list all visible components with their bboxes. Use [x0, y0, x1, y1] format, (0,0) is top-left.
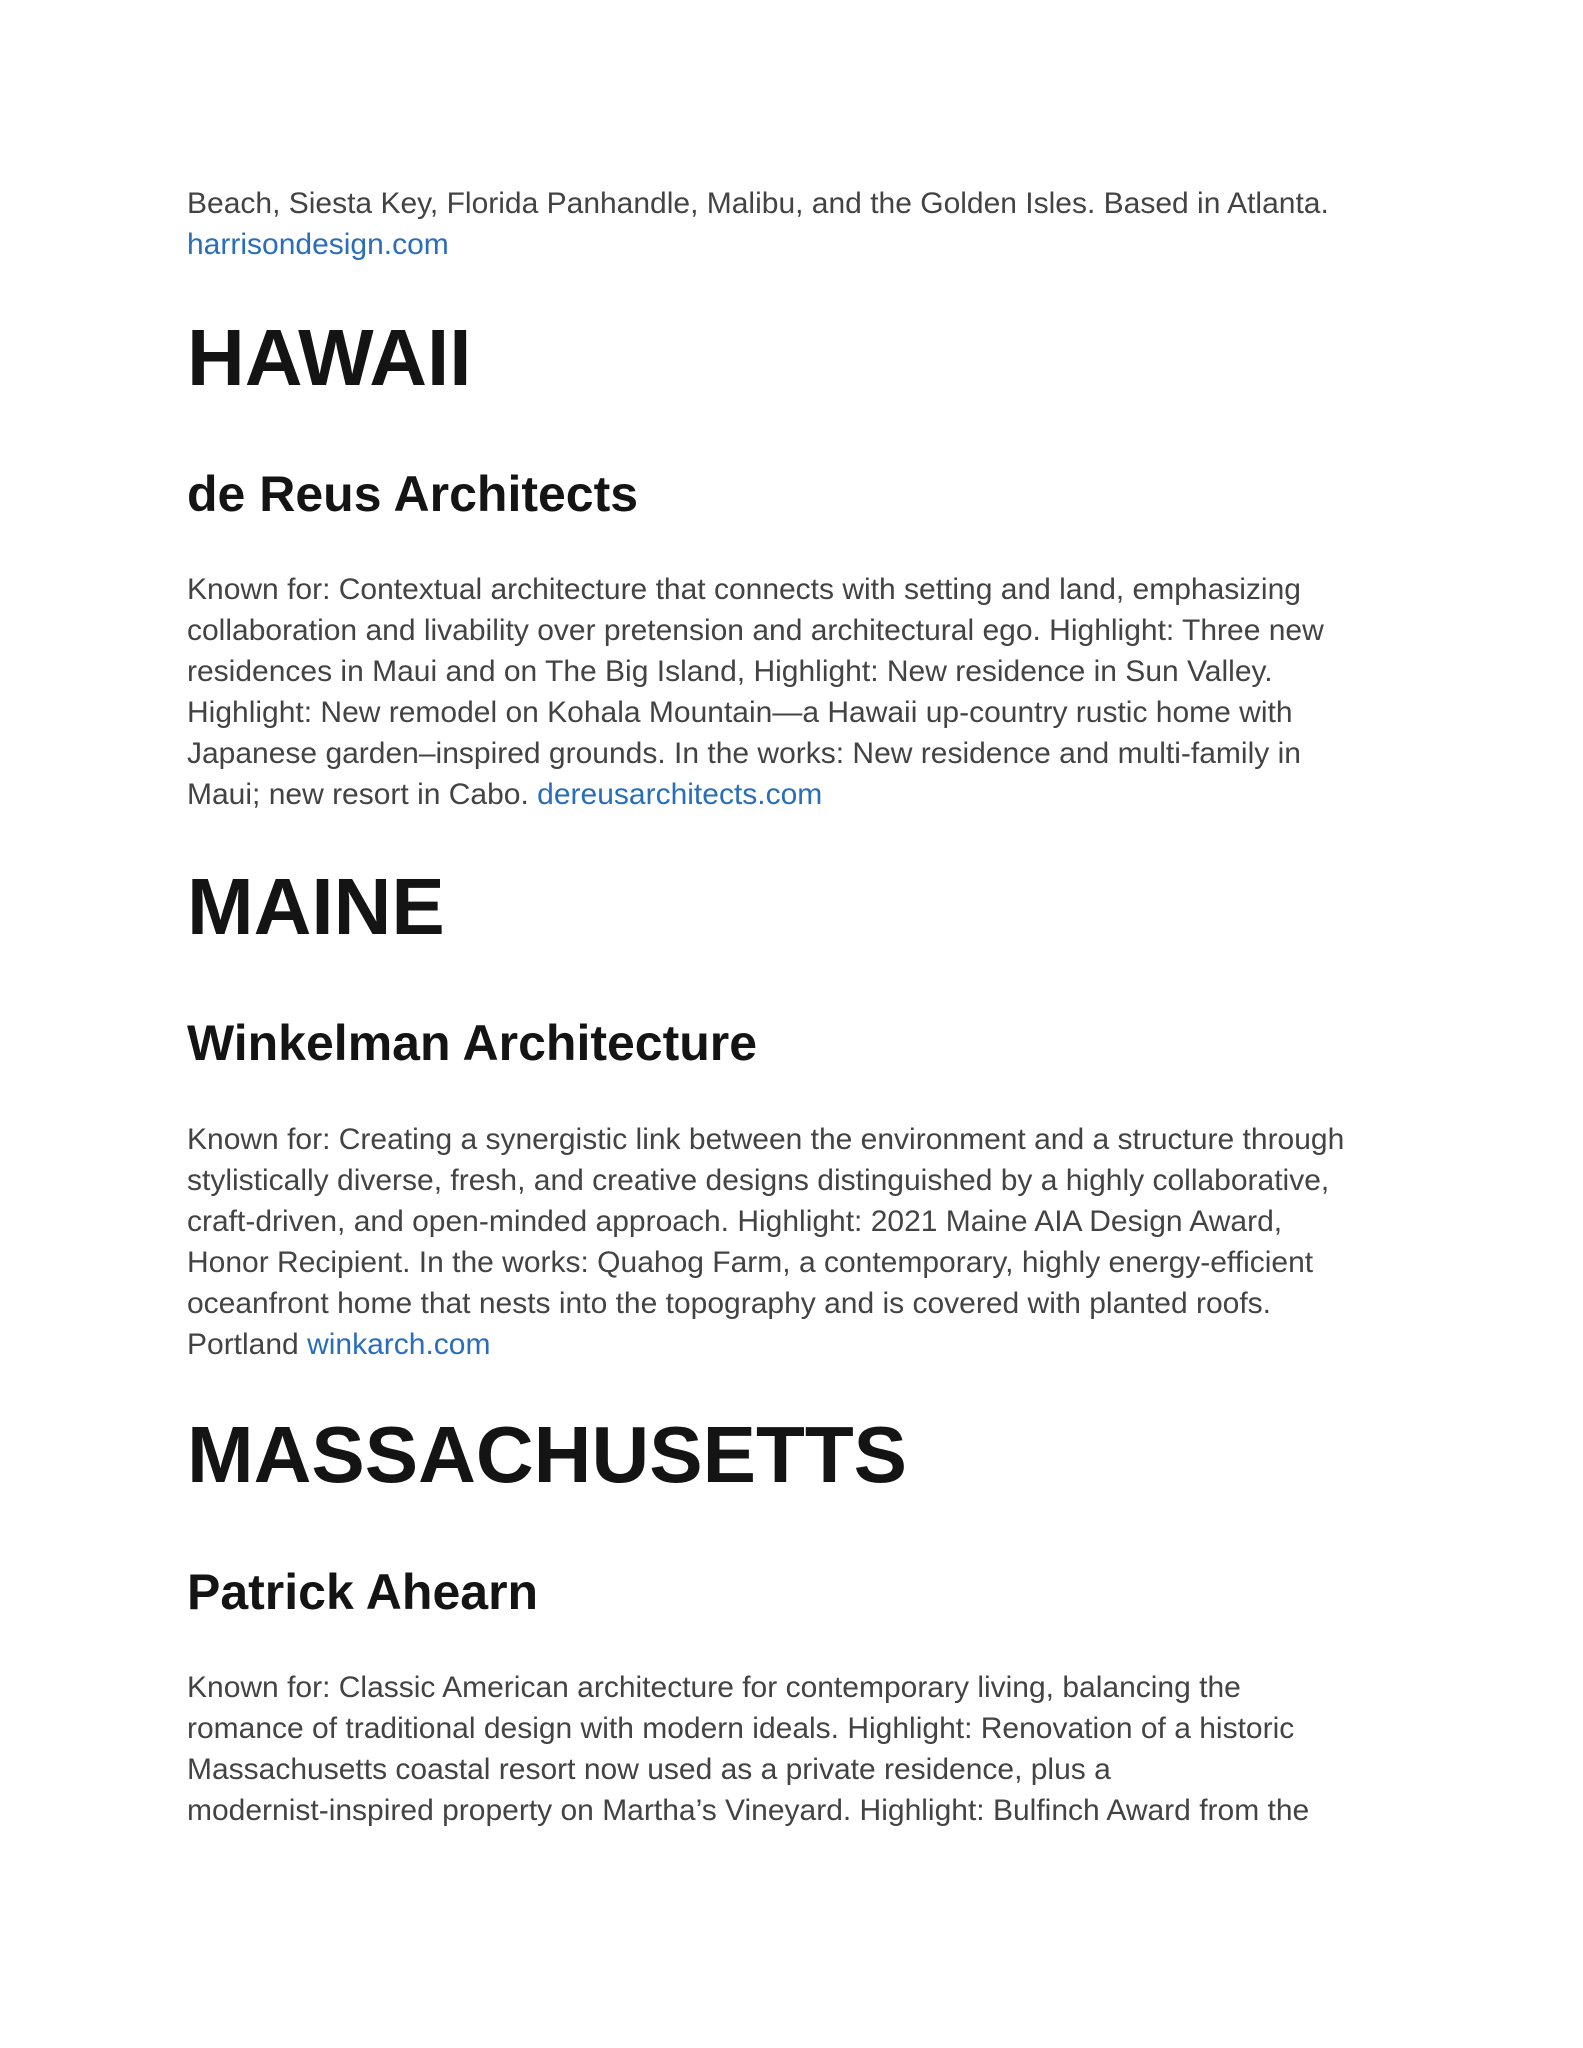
text-line: Known for: Contextual architecture that connects with setting and land, emphasizing [187, 573, 1301, 606]
winkelman-link[interactable]: winkarch.com [307, 1328, 491, 1361]
text-line: collaboration and livability over pretension and architectural ego. Highlight: Three new [187, 614, 1324, 647]
firm-heading-winkelman: Winkelman Architecture [187, 1015, 758, 1071]
text-line: Massachusetts coastal resort now used as a private residence, plus a [187, 1753, 1111, 1786]
intro-text: Beach, Siesta Key, Florida Panhandle, Malibu, and the Golden Isles. Based in Atlanta. [187, 187, 1329, 220]
firm-heading-de-reus: de Reus Architects [187, 466, 639, 522]
de-reus-link[interactable]: dereusarchitects.com [537, 778, 823, 811]
firm-heading-patrick-ahearn: Patrick Ahearn [187, 1564, 539, 1620]
text-line: Maui; new resort in Cabo. [187, 778, 529, 811]
text-line: Japanese garden–inspired grounds. In the works: New residence and multi-family in [187, 737, 1301, 770]
state-heading-maine: MAINE [187, 862, 445, 951]
text-line: Honor Recipient. In the works: Quahog Farm, a contemporary, highly energy-efficient [187, 1246, 1314, 1279]
text-line: stylistically diverse, fresh, and creative designs distinguished by a highly collaborative, [187, 1164, 1330, 1197]
text-line: Known for: Creating a synergistic link between the environment and a structure through [187, 1123, 1345, 1156]
winkelman-description [187, 1119, 1417, 1365]
text-line: modernist-inspired property on Martha’s Vineyard. Highlight: Bulfinch Award from the [187, 1794, 1310, 1827]
text-line: Portland [187, 1328, 299, 1361]
text-line: romance of traditional design with modern ideals. Highlight: Renovation of a historic [187, 1712, 1295, 1745]
text-line: Highlight: New remodel on Kohala Mountain—a Hawaii up-country rustic home with [187, 696, 1293, 729]
state-heading-massachusetts: MASSACHUSETTS [187, 1410, 908, 1499]
text-line: oceanfront home that nests into the topography and is covered with planted roofs. [187, 1287, 1272, 1320]
text-line: craft-driven, and open-minded approach. Highlight: 2021 Maine AIA Design Award, [187, 1205, 1283, 1238]
de-reus-description [187, 569, 1417, 815]
state-heading-hawaii: HAWAII [187, 313, 472, 402]
harrison-design-link[interactable]: harrisondesign.com [187, 228, 449, 261]
intro-paragraph [187, 183, 1417, 265]
text-line: residences in Maui and on The Big Island, Highlight: New residence in Sun Valley. [187, 655, 1273, 688]
patrick-ahearn-description [187, 1667, 1417, 1831]
text-line: Known for: Classic American architecture for contemporary living, balancing the [187, 1671, 1241, 1704]
